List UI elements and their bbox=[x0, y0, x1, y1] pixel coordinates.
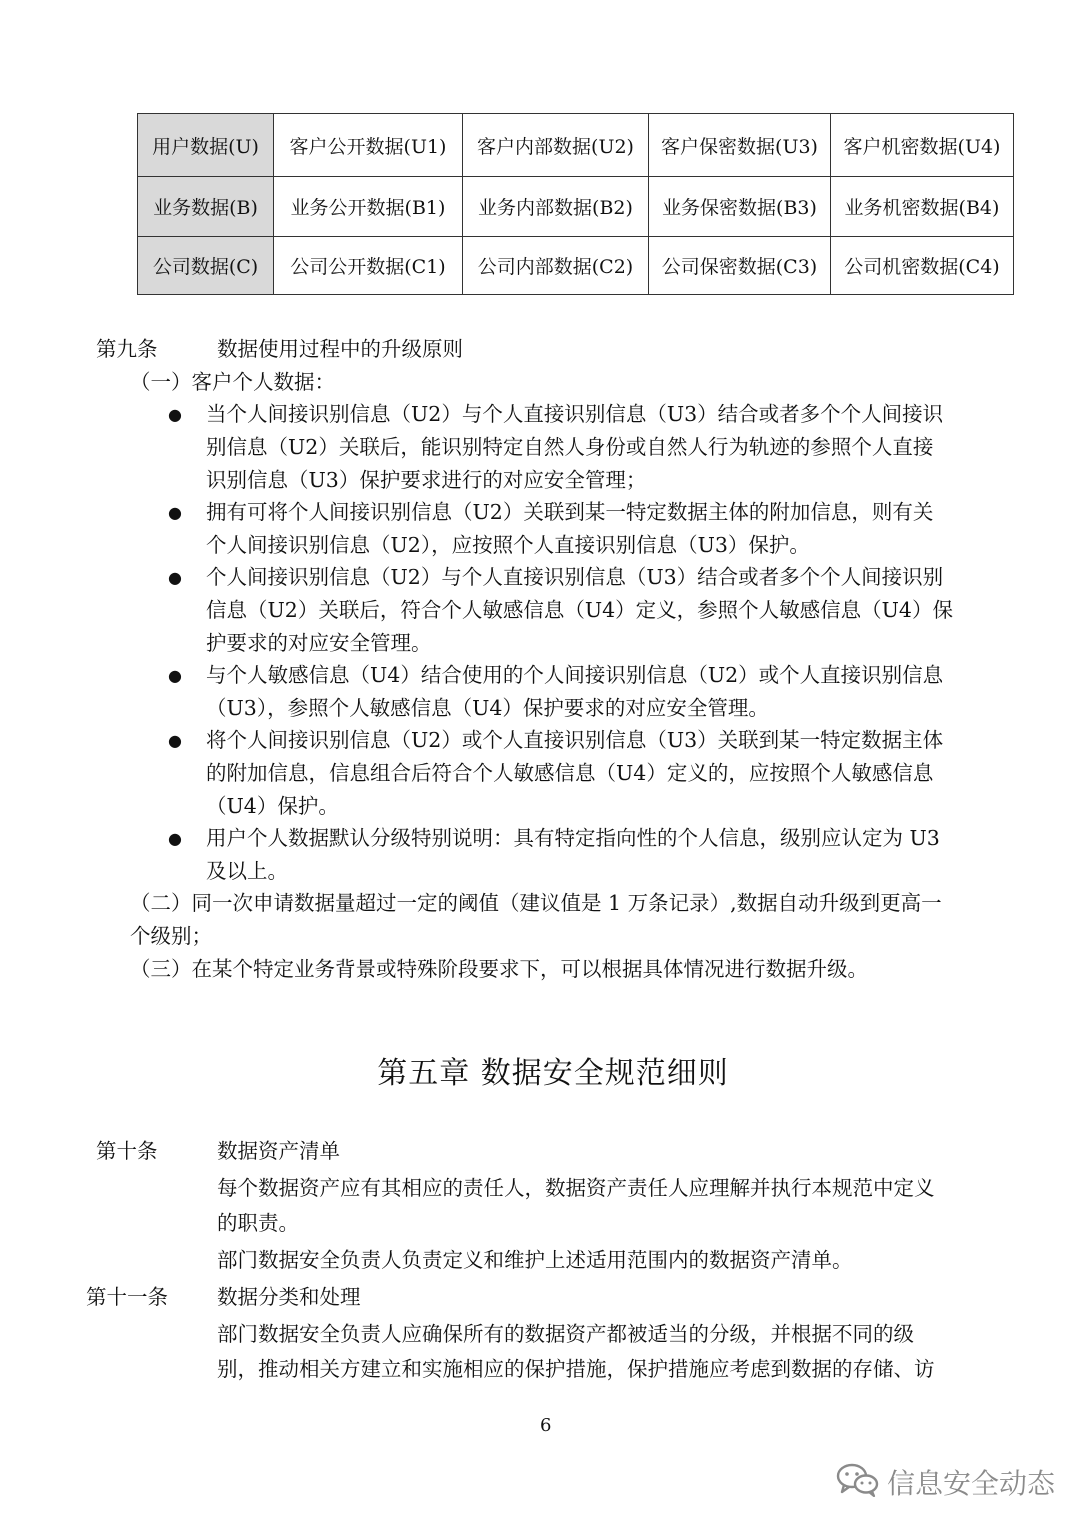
bullet-3-line-1: 个人间接识别信息（U2）与个人直接识别信息（U3）结合或者多个个人间接识别 bbox=[206, 565, 944, 589]
table-cell: 业务机密数据(B4) bbox=[831, 177, 1014, 236]
watermark-text: 信息安全动态 bbox=[887, 1467, 1056, 1500]
bullet-2-line-1: 拥有可将个人间接识别信息（U2）关联到某一特定数据主体的附加信息，则有关 bbox=[206, 500, 934, 524]
table-cell: 业务内部数据(B2) bbox=[463, 177, 649, 236]
article-9-subsection-3: （三）在某个特定业务背景或特殊阶段要求下，可以根据具体情况进行数据升级。 bbox=[130, 957, 868, 981]
table-cell: 公司机密数据(C4) bbox=[831, 236, 1014, 294]
table-row bbox=[138, 114, 1014, 177]
bullet-4-line-1: 与个人敏感信息（U4）结合使用的个人间接识别信息（U2）或个人直接识别信息 bbox=[206, 663, 944, 687]
article-9-subsection-1: （一）客户个人数据： bbox=[130, 370, 335, 394]
bullet-1-line-1: 当个人间接识别信息（U2）与个人直接识别信息（U3）结合或者多个个人间接识 bbox=[206, 402, 944, 426]
bullet-1-line-3: 识别信息（U3）保护要求进行的对应安全管理； bbox=[206, 468, 647, 492]
table-cell: 业务公开数据(B1) bbox=[274, 177, 463, 236]
bullet-6-line-1: 用户个人数据默认分级特别说明：具有特定指向性的个人信息，级别应认定为 U3 bbox=[206, 826, 940, 850]
bullet-2-line-2: 个人间接识别信息（U2），应按照个人直接识别信息（U3）保护。 bbox=[206, 533, 810, 557]
table-cell: 业务保密数据(B3) bbox=[649, 177, 831, 236]
article-10-paragraph-1-line-2: 的职责。 bbox=[217, 1211, 299, 1235]
bullet-4-line-2: （U3），参照个人敏感信息（U4）保护要求的对应安全管理。 bbox=[206, 696, 769, 720]
table-cell: 客户内部数据(U2) bbox=[463, 114, 649, 177]
article-10-number: 第十条 bbox=[96, 1139, 158, 1163]
table-cell: 客户保密数据(U3) bbox=[649, 114, 831, 177]
article-11-title: 数据分类和处理 bbox=[217, 1285, 361, 1309]
article-10-title: 数据资产清单 bbox=[217, 1139, 340, 1163]
article-11-paragraph-1-line-1: 部门数据安全负责人应确保所有的数据资产都被适当的分级，并根据不同的级 bbox=[217, 1322, 914, 1346]
article-11-paragraph-1-line-2: 别，推动相关方建立和实施相应的保护措施，保护措施应考虑到数据的存储、访 bbox=[217, 1357, 935, 1381]
bullet-5-line-2: 的附加信息，信息组合后符合个人敏感信息（U4）定义的，应按照个人敏感信息 bbox=[206, 761, 934, 785]
article-11-number: 第十一条 bbox=[86, 1285, 168, 1309]
bullet-icon: ● bbox=[168, 568, 182, 587]
bullet-3-line-2: 信息（U2）关联后，符合个人敏感信息（U4）定义，参照个人敏感信息（U4）保 bbox=[206, 598, 953, 622]
table-row-header: 用户数据(U) bbox=[138, 114, 274, 177]
bullet-icon: ● bbox=[168, 666, 182, 685]
article-9-subsection-2: （二）同一次申请数据量超过一定的阈值（建议值是 1 万条记录）,数据自动升级到更高一 bbox=[130, 891, 942, 915]
bullet-1-line-2: 别信息（U2）关联后，能识别特定自然人身份或自然人行为轨迹的参照个人直接 bbox=[206, 435, 934, 459]
article-9-number: 第九条 bbox=[96, 337, 158, 361]
wechat-icon bbox=[835, 1461, 887, 1504]
chapter-heading: 第五章 数据安全规范细则 bbox=[377, 1056, 729, 1091]
article-10-paragraph-1-line-1: 每个数据资产应有其相应的责任人，数据资产责任人应理解并执行本规范中定义 bbox=[217, 1176, 935, 1200]
table-cell: 客户机密数据(U4) bbox=[831, 114, 1014, 177]
article-9-title: 数据使用过程中的升级原则 bbox=[217, 337, 463, 361]
table-row-header: 业务数据(B) bbox=[138, 177, 274, 236]
table-cell: 客户公开数据(U1) bbox=[274, 114, 463, 177]
article-10-paragraph-2: 部门数据安全负责人负责定义和维护上述适用范围内的数据资产清单。 bbox=[217, 1248, 853, 1272]
table-row bbox=[138, 236, 1014, 294]
bullet-6-line-2: 及以上。 bbox=[206, 859, 288, 883]
watermark bbox=[835, 1462, 1055, 1502]
table-cell: 公司内部数据(C2) bbox=[463, 236, 649, 294]
article-9-subsection-2-cont: 个级别； bbox=[130, 924, 212, 948]
bullet-5-line-3: （U4）保护。 bbox=[206, 794, 339, 818]
bullet-5-line-1: 将个人间接识别信息（U2）或个人直接识别信息（U3）关联到某一特定数据主体 bbox=[206, 728, 944, 752]
bullet-icon: ● bbox=[168, 731, 182, 750]
table-cell: 公司公开数据(C1) bbox=[274, 236, 463, 294]
bullet-icon: ● bbox=[168, 503, 182, 522]
table-row-header: 公司数据(C) bbox=[138, 236, 274, 294]
bullet-3-line-3: 护要求的对应安全管理。 bbox=[206, 631, 432, 655]
table-cell: 公司保密数据(C3) bbox=[649, 236, 831, 294]
bullet-icon: ● bbox=[168, 405, 182, 424]
page-number: 6 bbox=[540, 1415, 552, 1436]
table-row bbox=[138, 177, 1014, 236]
data-classification-table bbox=[137, 113, 1014, 295]
bullet-icon: ● bbox=[168, 829, 182, 848]
